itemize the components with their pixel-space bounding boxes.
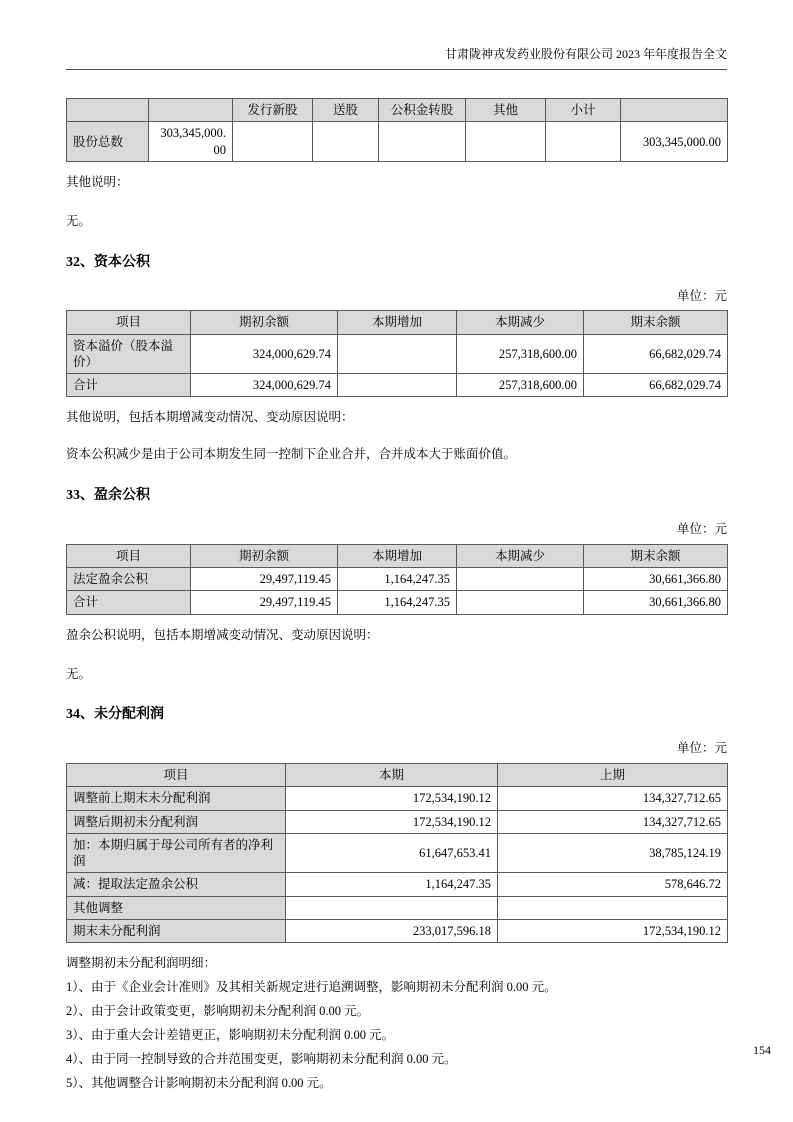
amount-cell: 324,000,629.74	[191, 374, 338, 397]
table-row	[67, 568, 728, 591]
amount-cell: 29,497,119.45	[191, 568, 338, 591]
section-title-surplus-reserve: 33、盈余公积	[66, 488, 150, 504]
capital-reserve-table	[66, 310, 728, 397]
table-row	[67, 787, 728, 810]
amount-cell	[498, 896, 728, 919]
amount-cell	[457, 568, 584, 591]
header-cell-item: 项目	[67, 311, 191, 334]
section-title-undistributed-profit: 34、未分配利润	[66, 707, 164, 723]
row-label-cell: 期末未分配利润	[67, 919, 286, 942]
surplus-reserve-table	[66, 544, 728, 615]
amount-cell: 30,661,366.80	[584, 591, 728, 614]
header-cell-blank	[67, 99, 149, 122]
table-row	[67, 873, 728, 896]
amount-cell: 1,164,247.35	[338, 568, 457, 591]
amount-cell: 61,647,653.41	[286, 833, 498, 873]
amount-cell: 233,017,596.18	[286, 919, 498, 942]
table-row	[67, 334, 728, 374]
adjustment-detail-item: 4）、由于同一控制导致的合并范围变更，影响期初未分配利润 0.00 元。	[66, 1051, 457, 1066]
capital-reserve-explanation: 资本公积减少是由于公司本期发生同一控制下企业合并，合并成本大于账面价值。	[66, 447, 517, 462]
amount-cell	[457, 591, 584, 614]
amount-cell: 1,164,247.35	[286, 873, 498, 896]
amount-cell: 30,661,366.80	[584, 568, 728, 591]
header-cell-item: 项目	[67, 544, 191, 567]
header-cell-opening-balance: 期初余额	[191, 544, 338, 567]
share-change-table	[66, 98, 728, 162]
amount-cell: 29,497,119.45	[191, 591, 338, 614]
amount-cell	[466, 122, 546, 162]
header-cell-blank	[621, 99, 728, 122]
table-row-total	[67, 919, 728, 942]
header-cell-reserve-transfer: 公积金转股	[379, 99, 466, 122]
header-cell-decrease: 本期减少	[457, 311, 584, 334]
amount-cell: 303,345,000.00	[621, 122, 728, 162]
amount-cell: 172,534,190.12	[498, 919, 728, 942]
unit-label: 单位：元	[676, 288, 727, 303]
amount-cell: 1,164,247.35	[338, 591, 457, 614]
row-label-cell: 合计	[67, 591, 191, 614]
table-header-row	[67, 544, 728, 567]
amount-cell: 257,318,600.00	[457, 374, 584, 397]
header-cell-other: 其他	[466, 99, 546, 122]
row-label-cell: 合计	[67, 374, 191, 397]
capital-reserve-note: 其他说明，包括本期增减变动情况、变动原因说明：	[66, 410, 354, 425]
header-cell-bonus: 送股	[313, 99, 379, 122]
amount-cell	[233, 122, 313, 162]
unit-label: 单位：元	[676, 522, 727, 537]
table-row	[67, 833, 728, 873]
row-label-cell: 调整前上期末未分配利润	[67, 787, 286, 810]
surplus-reserve-note: 盈余公积说明，包括本期增减变动情况、变动原因说明：	[66, 627, 379, 642]
amount-cell: 66,682,029.74	[584, 334, 728, 374]
header-cell-item: 项目	[67, 764, 286, 787]
row-label-cell: 股份总数	[67, 122, 149, 162]
adjustment-detail-item: 2）、由于会计政策变更，影响期初未分配利润 0.00 元。	[66, 1003, 370, 1018]
other-note-label: 其他说明：	[66, 174, 129, 189]
report-title: 甘肃陇神戎发药业股份有限公司 2023 年年度报告全文	[444, 47, 727, 61]
surplus-reserve-explanation: 无。	[66, 666, 92, 681]
adjustment-detail-item: 1）、由于《企业会计准则》及其相关新规定进行追溯调整，影响期初未分配利润 0.00 元。	[66, 980, 557, 995]
row-label-cell: 减：提取法定盈余公积	[67, 873, 286, 896]
amount-cell	[546, 122, 621, 162]
header-cell-closing-balance: 期末余额	[584, 311, 728, 334]
amount-cell	[338, 374, 457, 397]
header-cell-prior-period: 上期	[498, 764, 728, 787]
row-label-cell: 其他调整	[67, 896, 286, 919]
page-number: 154	[753, 1043, 771, 1057]
amount-cell: 38,785,124.19	[498, 833, 728, 873]
amount-cell	[313, 122, 379, 162]
amount-cell: 134,327,712.65	[498, 810, 728, 833]
table-header-row	[67, 311, 728, 334]
amount-cell: 303,345,000.00	[149, 122, 233, 162]
section-title-capital-reserve: 32、资本公积	[66, 254, 150, 270]
header-cell-increase: 本期增加	[338, 311, 457, 334]
amount-cell: 172,534,190.12	[286, 810, 498, 833]
table-row	[67, 810, 728, 833]
amount-cell: 257,318,600.00	[457, 334, 584, 374]
row-label-cell: 法定盈余公积	[67, 568, 191, 591]
header-cell-current-period: 本期	[286, 764, 498, 787]
unit-label: 单位：元	[676, 741, 727, 756]
header-cell-increase: 本期增加	[338, 544, 457, 567]
amount-cell: 172,534,190.12	[286, 787, 498, 810]
header-cell-new-issue: 发行新股	[233, 99, 313, 122]
amount-cell: 134,327,712.65	[498, 787, 728, 810]
amount-cell	[286, 896, 498, 919]
amount-cell: 578,646.72	[498, 873, 728, 896]
header-cell-blank	[149, 99, 233, 122]
document-header	[66, 46, 727, 70]
amount-cell: 324,000,629.74	[191, 334, 338, 374]
other-note-value: 无。	[66, 213, 92, 228]
header-cell-decrease: 本期减少	[457, 544, 584, 567]
table-row	[67, 122, 728, 162]
adjustment-detail-title: 调整期初未分配利润明细：	[66, 956, 217, 971]
adjustment-detail-item: 3）、由于重大会计差错更正，影响期初未分配利润 0.00 元。	[66, 1027, 395, 1042]
table-header-row	[67, 764, 728, 787]
adjustment-detail-item: 5）、其他调整合计影响期初未分配利润 0.00 元。	[66, 1075, 332, 1090]
header-cell-closing-balance: 期末余额	[584, 544, 728, 567]
amount-cell	[379, 122, 466, 162]
row-label-cell: 加：本期归属于母公司所有者的净利润	[67, 833, 286, 873]
amount-cell	[338, 334, 457, 374]
undistributed-profit-table	[66, 763, 728, 943]
header-cell-subtotal: 小计	[546, 99, 621, 122]
table-row-total	[67, 591, 728, 614]
amount-cell: 66,682,029.74	[584, 374, 728, 397]
row-label-cell: 资本溢价（股本溢价）	[67, 334, 191, 374]
table-header-row	[67, 99, 728, 122]
header-cell-opening-balance: 期初余额	[191, 311, 338, 334]
table-row-total	[67, 374, 728, 397]
table-row	[67, 896, 728, 919]
row-label-cell: 调整后期初未分配利润	[67, 810, 286, 833]
